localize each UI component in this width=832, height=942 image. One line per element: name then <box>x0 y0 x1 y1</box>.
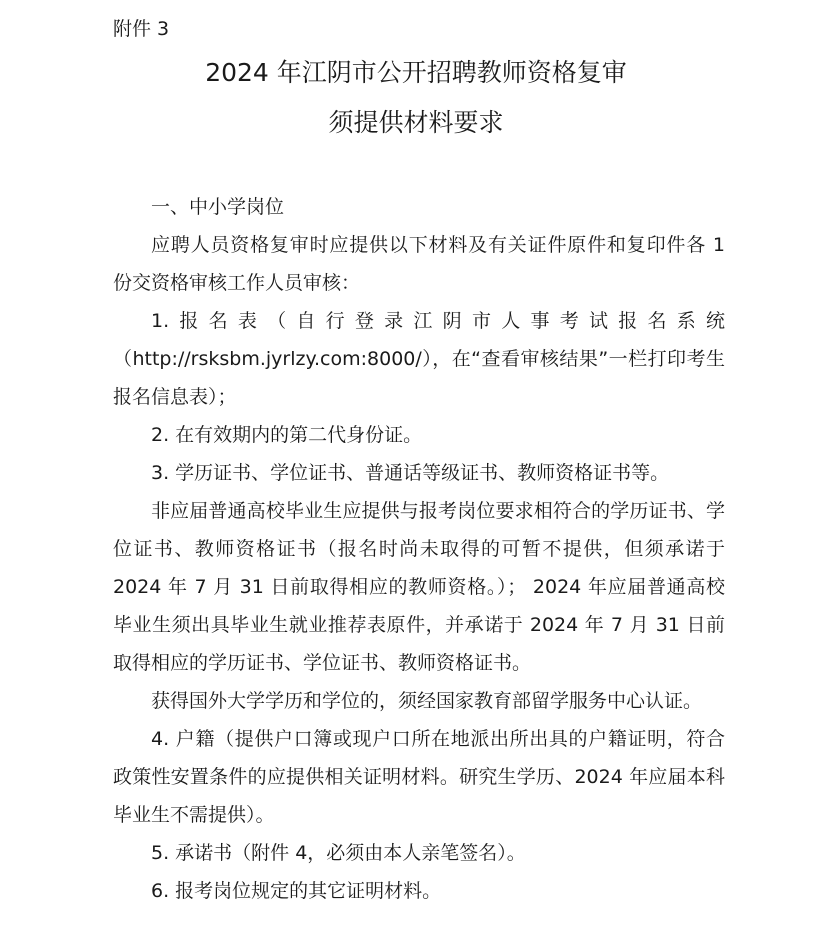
item-certificates: 3. 学历证书、学位证书、普通话等级证书、教师资格证书等。 <box>151 462 670 484</box>
intro-paragraph: 应聘人员资格复审时应提供以下材料及有关证件原件和复印件各 1 份交资格审核工作人员审核： <box>113 234 725 294</box>
attachment-label: 附件 3 <box>113 18 170 40</box>
item-commitment-letter: 5. 承诺书（附件 4，必须由本人亲笔签名）。 <box>151 842 526 864</box>
document-body <box>113 188 725 910</box>
item-household-registration: 4. 户籍（提供户口簿或现户口所在地派出所出具的户籍证明，符合政策性安置条件的应提供相关证明材料。研究生学历、2024 年应届本科毕业生不需提供）。 <box>113 728 725 826</box>
item-registration-form: 1.报名表（自行登录江阴市人事考试报名系统（http://rsksbm.jyrlzy.com:8000/），在“查看审核结果”一栏打印考生报名信息表）； <box>113 310 725 408</box>
item-foreign-degree: 获得国外大学学历和学位的，须经国家教育部留学服务中心认证。 <box>151 690 703 712</box>
title-line-1: 2024 年江阴市公开招聘教师资格复审 <box>205 58 627 87</box>
item-other-materials: 6. 报考岗位规定的其它证明材料。 <box>151 880 442 902</box>
title-line-2: 须提供材料要求 <box>328 108 504 137</box>
item-id-card: 2. 在有效期内的第二代身份证。 <box>151 424 423 446</box>
item-certificates-detail: 非应届普通高校毕业生应提供与报考岗位要求相符合的学历证书、学位证书、教师资格证书（报名时尚未取得的可暂不提供，但须承诺于 2024 年 7 月 31 日前取得相应的教师资格。）； 2024 年应届普通高校毕业生须出具毕业生就业推荐表原件，并承诺于 2024 年 7 月 31 日前取得相应的学历证书、学位证书、教师资格证书。 <box>113 500 725 674</box>
document-title <box>0 58 832 158</box>
section-heading: 一、中小学岗位 <box>151 196 285 218</box>
